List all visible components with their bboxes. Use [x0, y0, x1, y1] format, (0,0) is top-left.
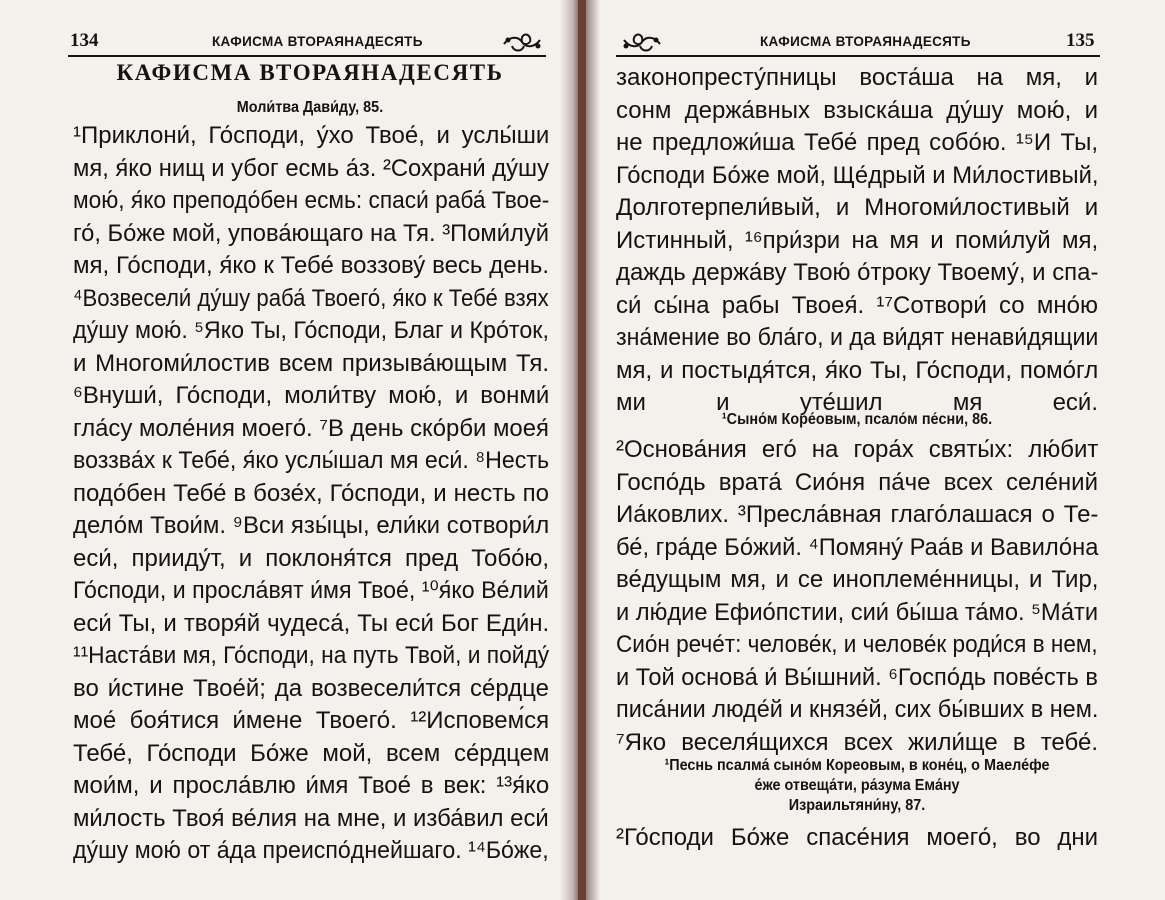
text-line: ми и уте́шил мя еси́. [616, 389, 1098, 416]
text-line: Истинный, ¹⁶при́зри на мя и поми́луй мя, [616, 226, 1099, 254]
text-line: гла́су моле́ния моего́. ⁷В день ско́рби моея́ [73, 414, 549, 442]
left-running-head-title: КАФИСМА ВТОРАЯНАДЕСЯТЬ [212, 34, 423, 49]
psalm-86-body [616, 434, 1098, 759]
left-page-number: 134 [70, 30, 99, 51]
text-line: Го́споди, и просла́вят и́мя Твое́, ¹⁰я́ко Ве́лий [73, 577, 549, 604]
left-header-rule [68, 55, 546, 57]
text-line: во и́стине Твое́й; да возвесели́тся се́рдце [73, 674, 549, 702]
text-line: Сио́н рече́т: челове́к, и челове́к роди́ся в нем, [616, 631, 1098, 658]
text-line: Го́споди Бо́же мой, Ще́дрый и Ми́лостивый, [616, 161, 1099, 189]
text-line: Госпо́дь врата́ Сио́ня па́че всех селе́ний [616, 468, 1098, 496]
text-line: мя, и постыдя́тся, я́ко Ты, Го́споди, помо́гл [616, 356, 1099, 384]
left-page-body [73, 120, 549, 868]
psalm-86-title: ¹Сыно́м Коре́овым, псало́м пе́сни, 86. [721, 411, 993, 428]
text-line: и лю́дие Ефио́пстии, сии́ бы́ша та́мо. ⁵Ма́ти [616, 598, 1099, 626]
text-line: мое́ боя́тися и́мене Твоего́. ¹²Исповем́ся [73, 707, 550, 734]
ornament-icon [502, 30, 544, 54]
text-line: ²Го́споди Бо́же спасе́ния моего́, во дни [616, 824, 1099, 851]
psalm-87-title-line: ¹Песнь псалма́ сыно́м Кореовым, в коне́ц, о Маеле́фе [664, 757, 1050, 774]
right-page-body-continuation [616, 62, 1098, 420]
text-line: ⁴Возвесели́ ду́шу раба́ Твоего́, я́ко к Тебе́ взях [73, 284, 549, 312]
text-line: ду́шу мою́. ⁵Яко Ты, Го́споди, Благ и Кро́ток, [73, 317, 549, 344]
text-line: и Многоми́лостив всем призыва́ющым Тя. [73, 349, 549, 377]
text-line: го́, Бо́же мой, упова́ющаго на Тя. ³Поми́луй [73, 219, 549, 247]
text-line: Иа́ковлих. ³Пресла́вная глаго́лашася о Те- [616, 501, 1099, 528]
text-line: воззва́х к Тебе́, я́ко услы́шал мя еси́. ⁸Несть [73, 447, 550, 474]
left-running-header [0, 28, 578, 58]
kathisma-title: КАФИСМА ВТОРАЯНАДЕСЯТЬ [116, 60, 504, 85]
text-line: ²Основа́ния его́ на гора́х святы́х: лю́бит [616, 436, 1099, 463]
text-line: зна́мение во бла́го, и да ви́дят ненави́дящии [616, 324, 1099, 351]
text-line: си́ сы́на рабы Твоея́. ¹⁷Сотвори́ со мно́ю [616, 291, 1098, 319]
text-line: бе́, гра́де Бо́жий. ⁴Помяну́ Раа́в и Вавило́на [616, 533, 1099, 561]
psalm-87-body [616, 822, 1098, 855]
right-running-head-title: КАФИСМА ВТОРАЯНАДЕСЯТЬ [760, 34, 971, 49]
text-line: ⁷Яко веселя́щихся всех жили́ще в тебе́. [616, 728, 1098, 756]
psalm-87-title-line: Израильтяни́ну, 87. [788, 797, 926, 814]
text-line: писа́нии люде́й и князе́й, сих бы́вших в нем. [616, 696, 1099, 723]
right-gutter-shadow [586, 0, 600, 900]
text-line: ду́шу мою́ от а́да преиспо́днейшаго. ¹⁴Бо́же, [73, 837, 549, 864]
text-line: мою́, я́ко преподо́бен есмь: спаси́ раба́ Твое- [73, 187, 550, 214]
text-line: мя, я́ко нищ и убог есмь а́з. ²Сохрани́ ду́шу [73, 154, 549, 182]
text-line: и Той основа́ и́ Вы́шний. ⁶Госпо́дь пове́сть в [616, 663, 1098, 691]
psalm-85-title: Моли́тва Дави́ду, 85. [236, 99, 384, 116]
text-line: дело́м Твои́м. ⁹Вси язы́цы, ели́ки сотвори́л [73, 512, 550, 539]
text-line: еси́ Ты, и творя́й чудеса́, Ты еси́ Бог Еди́н. [73, 609, 550, 637]
right-running-header [586, 28, 1165, 58]
text-line: ¹Приклони́, Го́споди, у́хо Твое́, и услы́ши [73, 122, 550, 149]
left-page [0, 0, 578, 900]
text-line: Тебе́, Го́споди Бо́же мой, всем се́рдцем [73, 739, 550, 767]
text-line: мя, Го́споди, я́ко к Тебе́ воззову́ весь день. [73, 252, 550, 279]
psalm-87-title-line: е́же отвеща́ти, ра́зума Ема́ну [754, 777, 960, 794]
text-line: ¹¹Наста́ви мя, Го́споди, на путь Твой, и пойду́ [73, 642, 550, 669]
text-line: законопресту́пницы воста́ша на мя, и [616, 64, 1099, 91]
text-line: ми́лость Твоя́ ве́лия на мне, и изба́вил еси́ [73, 804, 549, 832]
text-line: не предложи́ша Тебе́ пред собо́ю. ¹⁵И Ты, [616, 129, 1098, 156]
text-line: ве́дущым мя, и се иноплеме́нницы, и Тир, [616, 566, 1099, 593]
right-header-rule [616, 55, 1100, 57]
text-line: ⁶Внуши́, Го́споди, моли́тву мою́, и вонми́ [73, 382, 550, 409]
left-gutter-shadow [560, 0, 578, 900]
text-line: подо́бен Тебе́ в бозе́х, Го́споди, и несть по [73, 479, 549, 507]
text-line: еси́, прииду́т, и поклоня́тся пред Тобо́ю, [73, 544, 550, 572]
ornament-icon [620, 30, 662, 54]
text-line: сонм держа́вных взыска́ша ду́шу мою́, и [616, 96, 1098, 124]
text-line: даждь держа́ву Твою́ о́троку Твоему́, и спа- [616, 259, 1099, 286]
right-page [586, 0, 1165, 900]
right-page-number: 135 [1066, 30, 1095, 51]
psalm-87-title [640, 756, 1074, 816]
text-line: Долготерпели́вый, и Многоми́лостивый и [616, 194, 1099, 221]
text-line: мои́м, и просла́влю и́мя Твое́ в век: ¹³я́ко [73, 772, 550, 799]
